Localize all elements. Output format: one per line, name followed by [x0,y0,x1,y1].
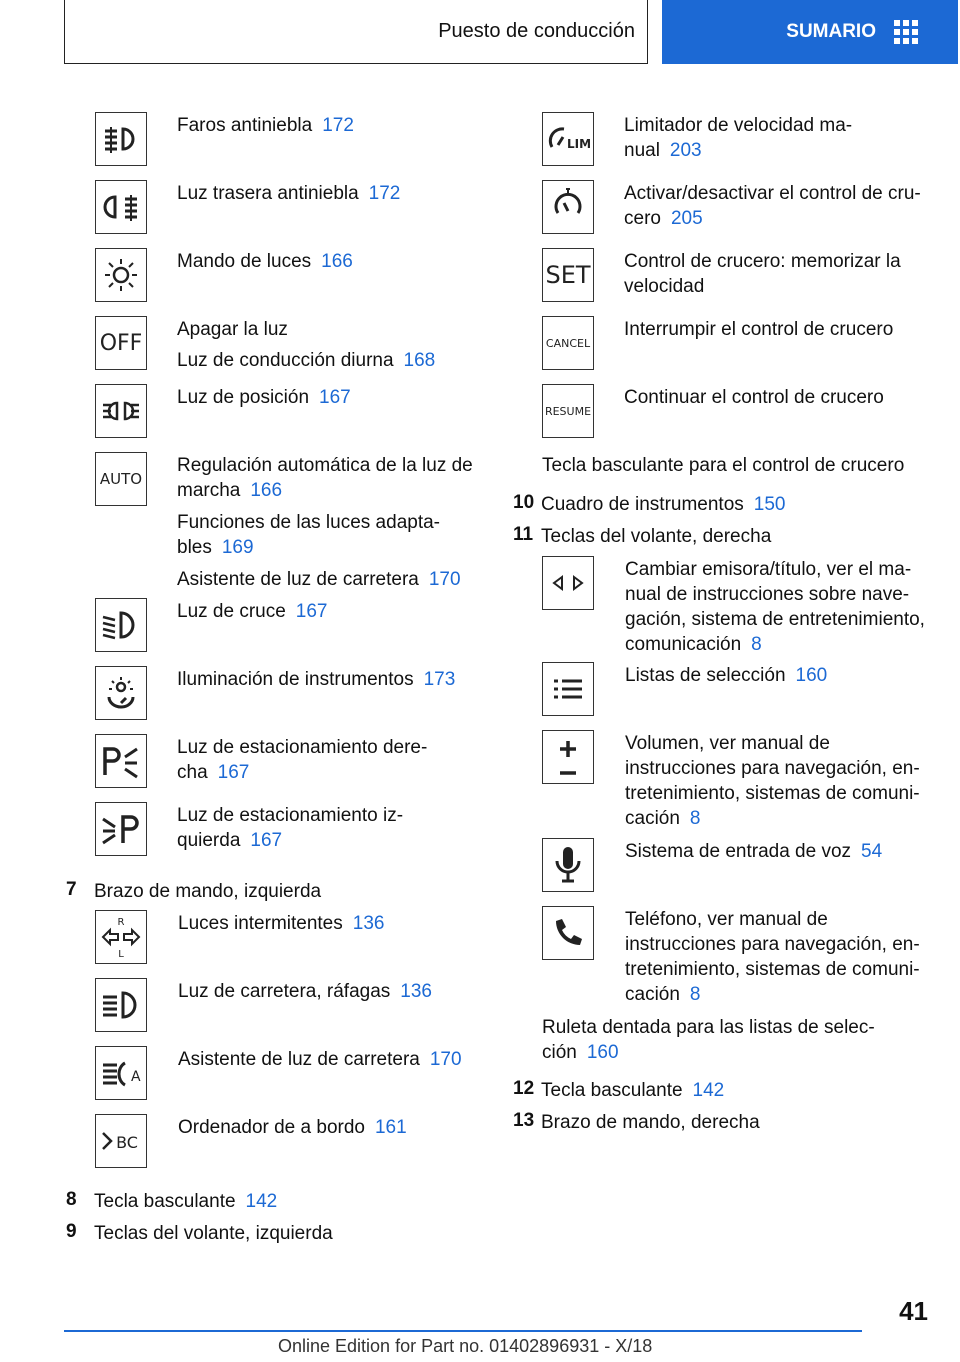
auto-text-b: Funciones de las luces adapta- bles 169 [177,512,440,558]
page-link[interactable]: 167 [250,830,283,851]
microphone-icon [542,838,594,892]
page-link[interactable]: 8 [751,634,762,655]
auto-text-a: Regulación automática de la luz de marcha 166 [177,455,473,501]
page-number: 41 [899,1296,928,1326]
left-item-text: Iluminación de instrumentos 173 [177,669,456,690]
page-link[interactable]: 136 [352,913,385,934]
turn-signal-icon [95,910,147,964]
page-link[interactable]: 170 [429,1049,462,1070]
item-9-text: Teclas del volante, izquierda [94,1223,333,1244]
position-light-text: Luz de posición 167 [177,387,351,408]
page-link[interactable]: 160 [586,1042,619,1063]
page-link[interactable]: 136 [400,981,432,1002]
speed-limiter-icon [542,112,594,166]
right-item-text: Interrumpir el control de crucero [624,319,894,340]
sumario-label: SUMARIO [786,21,876,42]
volume-icon [542,730,594,784]
left-item-text: Luz de estacionamiento iz- quierda 167 [177,805,404,851]
cancel-icon: CANCEL [542,316,594,370]
footer-divider [64,1330,862,1332]
header-section [64,0,648,64]
rear-fog-light-icon [95,180,147,234]
item-7-text: Brazo de mando, izquierda [94,881,322,902]
page-link[interactable]: 167 [295,601,328,622]
high-beam-assist-icon [95,1046,147,1100]
svg-text:R: R [117,917,125,928]
off-line-2: Luz de conducción diurna 168 [177,350,436,371]
source-arrows-icon [542,556,594,610]
item-9-number: 9 [66,1221,77,1242]
page-link[interactable]: 167 [319,387,351,408]
right-item-text: Limitador de velocidad ma- nual 203 [624,115,853,161]
right11-item-text: Volumen, ver manual de instrucciones para navegación, en- tretenimiento, sistemas de comuni- cación 8 [625,733,920,829]
page-link[interactable]: 54 [861,841,883,862]
item-12-text: Tecla basculante 142 [541,1080,725,1101]
page-link[interactable]: 160 [795,665,828,686]
section-title: Puesto de conducción [438,20,635,42]
svg-text:A: A [131,1069,141,1085]
low-beam-icon [95,598,147,652]
front-fog-light-icon [95,112,147,166]
right11-item-text: Cambiar emisora/título, ver el ma- nual de instrucciones sobre nave- gación, sistema de entretenimiento, comunicación 8 [625,559,925,655]
phone-icon [542,906,594,960]
svg-text:BC: BC [116,1133,138,1152]
auto-text-c: Asistente de luz de carretera 170 [177,569,461,590]
off-icon: OFF [95,316,147,370]
off-line-1: Apagar la luz [177,319,288,340]
page-link[interactable]: 172 [322,115,354,136]
thumbwheel-text: Ruleta dentada para las listas de selec- ción 160 [542,1017,875,1063]
item-11-number: 11 [513,524,534,545]
page-link[interactable]: 173 [423,669,456,690]
parking-light-icon [95,384,147,438]
left-item-text: Luz de estacionamiento dere- cha 167 [177,737,428,783]
left7-item-text: Luces intermitentes 136 [178,913,385,934]
page-link[interactable]: 150 [753,494,786,515]
item-8-number: 8 [66,1189,77,1210]
resume-icon: RESUME [542,384,594,438]
svg-text:LIM: LIM [566,137,592,151]
grid-icon [894,20,918,44]
page-link[interactable]: 8 [689,808,701,829]
page-link[interactable]: 142 [692,1080,725,1101]
page-link[interactable]: 169 [221,537,254,558]
page-link[interactable]: 8 [689,984,701,1005]
right11-item-text: Sistema de entrada de voz 54 [625,841,883,862]
svg-text:L: L [118,949,124,960]
left-item-text: Luz de cruce 167 [177,601,328,622]
item-10-text: Cuadro de instrumentos 150 [541,494,786,515]
item-13-text: Brazo de mando, derecha [541,1112,760,1133]
page-link[interactable]: 167 [217,762,250,783]
list-icon [542,662,594,716]
left-item-text: Faros antiniebla 172 [177,115,354,136]
left7-item-text: Ordenador de a bordo 161 [178,1117,407,1138]
high-beam-icon [95,978,147,1032]
item-10-number: 10 [513,492,535,513]
left7-item-text: Asistente de luz de carretera 170 [178,1049,462,1070]
cruise-control-icon [542,180,594,234]
auto-icon: AUTO [95,452,147,506]
left-item-text: Luz trasera antiniebla 172 [177,183,401,204]
left-item-text: Mando de luces 166 [177,251,353,272]
item-11-text: Teclas del volante, derecha [541,526,772,547]
page-link[interactable]: 161 [374,1117,407,1138]
page-link[interactable]: 172 [368,183,401,204]
page-link[interactable]: 142 [245,1191,278,1212]
page-link[interactable]: 168 [403,350,436,371]
footer-edition: Online Edition for Part no. 01402896931 - X/18 [278,1336,653,1356]
page-link[interactable]: 166 [250,480,283,501]
light-control-icon [95,248,147,302]
item-12-number: 12 [513,1078,535,1099]
right-item-text: Continuar el control de crucero [624,387,884,408]
board-computer-icon [95,1114,147,1168]
set-icon: SET [542,248,594,302]
item-7-number: 7 [66,879,77,900]
right-parking-light-icon [95,734,147,788]
sumario-button[interactable] [662,0,958,64]
right11-item-text: Listas de selección 160 [625,665,828,686]
right11-item-text: Teléfono, ver manual de instrucciones para navegación, en- tretenimiento, sistemas de comuni- cación 8 [625,909,920,1005]
left-parking-light-icon [95,802,147,856]
page-link[interactable]: 205 [670,208,703,229]
right-item-text: Control de crucero: memorizar la velocidad [624,251,901,297]
rocker-cruise-text: Tecla basculante para el control de crucero [542,455,905,476]
right-item-text: Activar/desactivar el control de cru- cero 205 [624,183,921,229]
instrument-lighting-icon [95,666,147,720]
page-link[interactable]: 170 [428,569,461,590]
page-link[interactable]: 166 [321,251,353,272]
item-8-text: Tecla basculante 142 [94,1191,278,1212]
page-link[interactable]: 203 [669,140,702,161]
item-13-number: 13 [513,1110,535,1131]
left7-item-text: Luz de carretera, ráfagas 136 [178,981,432,1002]
